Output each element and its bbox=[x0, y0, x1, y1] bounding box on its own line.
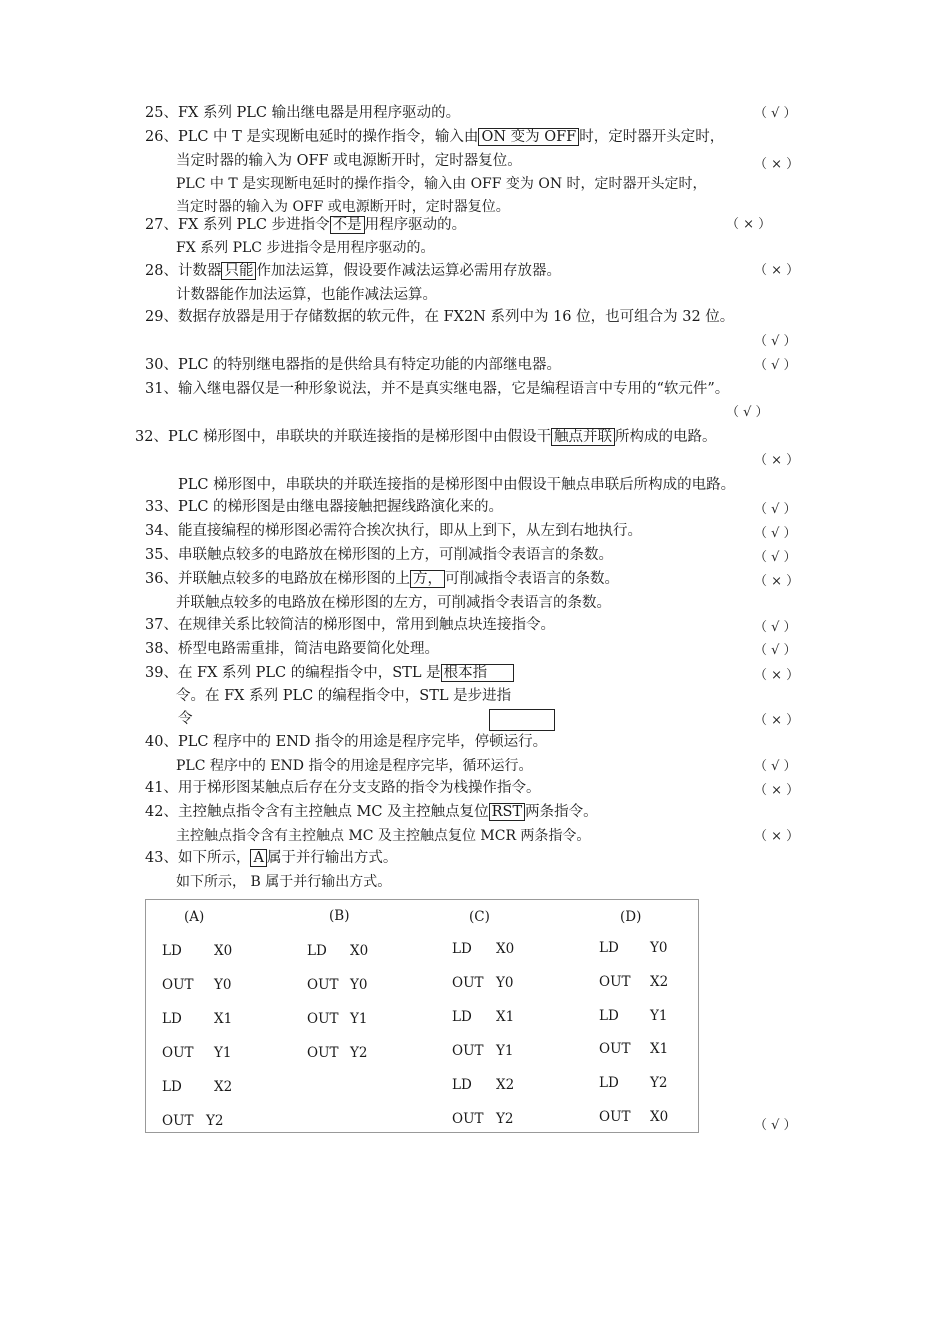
answer-mark-33: （ √ ） bbox=[754, 502, 797, 517]
code-op: LD bbox=[599, 1008, 619, 1024]
correction-26-line1: PLC 中 T 是实现断电延时的操作指令，输入由 OFF 变为 ON 时，定时器开头定时， bbox=[176, 176, 707, 192]
question-26-line2: 当定时器的输入为 OFF 或电源断开时，定时器复位。 bbox=[176, 153, 522, 169]
code-op: LD bbox=[452, 1077, 472, 1093]
answer-mark-27: （ × ） bbox=[726, 217, 772, 232]
column-header-b: (B) bbox=[329, 908, 350, 924]
question-43-boxed: A bbox=[250, 849, 266, 867]
code-operand: X1 bbox=[496, 1009, 515, 1025]
question-27-boxed: 不是 bbox=[330, 216, 365, 234]
code-op: LD bbox=[162, 1011, 182, 1027]
answer-mark-42: （ × ） bbox=[754, 829, 800, 844]
code-operand: Y1 bbox=[650, 1008, 668, 1024]
question-28-post: 作加法运算，假设要作减法运算必需用存放器。 bbox=[256, 263, 561, 279]
code-operand: Y2 bbox=[496, 1111, 514, 1127]
code-op: OUT bbox=[307, 977, 339, 993]
code-op: OUT bbox=[599, 1109, 631, 1125]
question-32-post: 所构成的电路。 bbox=[615, 429, 717, 445]
answer-mark-25: （ √ ） bbox=[754, 106, 797, 121]
code-operand: Y1 bbox=[214, 1045, 232, 1061]
question-36 bbox=[145, 570, 619, 588]
answer-mark-36: （ × ） bbox=[754, 574, 800, 589]
correction-26-line2: 当定时器的输入为 OFF 或电源断开时，定时器复位。 bbox=[176, 199, 510, 215]
question-36-post: 可削减指令表语言的条数。 bbox=[444, 571, 619, 587]
code-op: LD bbox=[599, 1075, 619, 1091]
answer-mark-28: （ × ） bbox=[754, 263, 800, 278]
code-operand: Y1 bbox=[350, 1011, 368, 1027]
answer-mark-30: （ √ ） bbox=[754, 358, 797, 373]
correction-27: FX 系列 PLC 步进指令是用程序驱动的。 bbox=[176, 240, 435, 256]
code-operand: X2 bbox=[496, 1077, 515, 1093]
code-operand: X0 bbox=[214, 943, 233, 959]
question-29: 29、数据存放器是用于存储数据的软元件，在 FX2N 系列中为 16 位，也可组合为 32 位。 bbox=[145, 309, 735, 325]
code-operand: X0 bbox=[350, 943, 369, 959]
code-op: LD bbox=[452, 1009, 472, 1025]
question-32-boxed: 触点并联 bbox=[551, 428, 615, 446]
question-31: 31、输入继电器仅是一种形象说法，并不是真实继电器，它是编程语言中专用的“软元件”。 bbox=[145, 381, 730, 397]
question-36-pre: 36、并联触点较多的电路放在梯形图的上 bbox=[145, 571, 410, 587]
answer-mark-26: （ × ） bbox=[754, 157, 800, 172]
answer-mark-38: （ √ ） bbox=[754, 643, 797, 658]
answer-mark-35: （ √ ） bbox=[754, 550, 797, 565]
code-operand: Y0 bbox=[350, 977, 368, 993]
code-op: OUT bbox=[162, 1045, 194, 1061]
code-operand: Y0 bbox=[496, 975, 514, 991]
question-42 bbox=[145, 803, 598, 821]
answer-mark-34: （ √ ） bbox=[754, 526, 797, 541]
code-operand: X2 bbox=[214, 1079, 233, 1095]
question-33: 33、PLC 的梯形图是由继电器接触把握线路演化来的。 bbox=[145, 499, 504, 515]
question-25: 25、FX 系列 PLC 输出继电器是用程序驱动的。 bbox=[145, 105, 461, 121]
question-39-pre: 39、在 FX 系列 PLC 的编程指令中，STL 是 bbox=[145, 665, 441, 681]
question-30: 30、PLC 的特别继电器指的是供给具有特定功能的内部继电器。 bbox=[145, 357, 562, 373]
question-28-boxed: 只能 bbox=[221, 262, 256, 280]
code-operand: X1 bbox=[650, 1041, 669, 1057]
answer-mark-37: （ √ ） bbox=[754, 620, 797, 635]
correction-42: 主控触点指令含有主控触点 MC 及主控触点复位 MCR 两条指令。 bbox=[176, 828, 591, 844]
code-op: OUT bbox=[452, 1043, 484, 1059]
code-operand: Y2 bbox=[350, 1045, 368, 1061]
code-op: OUT bbox=[452, 1111, 484, 1127]
answer-mark-41: （ × ） bbox=[754, 783, 800, 798]
code-operand: X1 bbox=[214, 1011, 233, 1027]
code-op: LD bbox=[307, 943, 327, 959]
code-op: LD bbox=[162, 1079, 182, 1095]
code-op: OUT bbox=[162, 977, 194, 993]
answer-mark-32: （ × ） bbox=[754, 453, 800, 468]
answer-mark-40: （ √ ） bbox=[754, 759, 797, 774]
question-39-line2: 令。在 FX 系列 PLC 的编程指令中，STL 是步进指 bbox=[176, 688, 512, 704]
question-26 bbox=[145, 128, 724, 146]
code-operand: X2 bbox=[650, 974, 669, 990]
code-operand: X0 bbox=[650, 1109, 669, 1125]
question-41: 41、用于梯形图某触点后存在分支支路的指令为栈操作指令。 bbox=[145, 780, 541, 796]
question-39-boxed: 根本指 bbox=[441, 664, 515, 682]
instruction-code-table bbox=[145, 899, 699, 1133]
question-37: 37、在规律关系比较简洁的梯形图中，常用到触点块连接指令。 bbox=[145, 617, 555, 633]
question-28-pre: 28、计数器 bbox=[145, 263, 222, 279]
question-27-post: 用程序驱动的。 bbox=[364, 217, 467, 233]
code-operand: Y1 bbox=[496, 1043, 514, 1059]
question-39 bbox=[145, 664, 514, 682]
empty-answer-box bbox=[489, 709, 555, 731]
column-header-a: (A) bbox=[184, 909, 205, 925]
code-op: OUT bbox=[599, 974, 631, 990]
answer-mark-31: （ √ ） bbox=[726, 405, 769, 420]
question-32 bbox=[135, 428, 717, 446]
code-operand: X0 bbox=[496, 941, 515, 957]
code-operand: Y2 bbox=[650, 1075, 668, 1091]
question-42-pre: 42、主控触点指令含有主控触点 MC 及主控触点复位 bbox=[145, 804, 489, 820]
question-36-boxed: 方， bbox=[410, 570, 445, 588]
question-26-boxed: ON 变为 OFF bbox=[478, 128, 579, 146]
question-42-boxed: RST bbox=[489, 803, 526, 821]
question-27 bbox=[145, 216, 466, 234]
question-32-pre: 32、PLC 梯形图中，串联块的并联连接指的是梯形图中由假设干 bbox=[135, 429, 552, 445]
correction-28: 计数器能作加法运算，也能作减法运算。 bbox=[176, 287, 437, 303]
correction-43: 如下所示， B 属于并行输出方式。 bbox=[176, 874, 392, 890]
code-op: OUT bbox=[307, 1011, 339, 1027]
question-26-pre: 26、PLC 中 T 是实现断电延时的操作指令，输入由 bbox=[145, 129, 479, 145]
answer-mark-39b: （ × ） bbox=[754, 713, 800, 728]
code-op: OUT bbox=[162, 1113, 194, 1129]
column-header-c: (C) bbox=[469, 909, 490, 925]
question-38: 38、桥型电路需重排，简洁电路要简化处理。 bbox=[145, 641, 439, 657]
column-header-d: (D) bbox=[620, 909, 642, 925]
question-43 bbox=[145, 849, 397, 867]
question-39-line3: 令 bbox=[178, 711, 193, 727]
question-40: 40、PLC 程序中的 END 指令的用途是程序完毕，停顿运行。 bbox=[145, 734, 548, 750]
question-35: 35、串联触点较多的电路放在梯形图的上方，可削减指令表语言的条数。 bbox=[145, 547, 613, 563]
code-op: OUT bbox=[599, 1041, 631, 1057]
question-28 bbox=[145, 262, 561, 280]
question-43-post: 属于并行输出方式。 bbox=[266, 850, 398, 866]
question-26-post: 时，定时器开头定时， bbox=[579, 129, 725, 145]
code-operand: Y0 bbox=[214, 977, 232, 993]
answer-mark-29: （ √ ） bbox=[754, 334, 797, 349]
code-op: OUT bbox=[452, 975, 484, 991]
code-op: LD bbox=[162, 943, 182, 959]
answer-mark-43: （ √ ） bbox=[754, 1118, 797, 1133]
question-27-pre: 27、FX 系列 PLC 步进指令 bbox=[145, 217, 330, 233]
question-43-pre: 43、如下所示， bbox=[145, 850, 251, 866]
code-operand: Y0 bbox=[650, 940, 668, 956]
code-op: LD bbox=[599, 940, 619, 956]
question-42-post: 两条指令。 bbox=[525, 804, 598, 820]
code-op: OUT bbox=[307, 1045, 339, 1061]
question-34: 34、能直接编程的梯形图必需符合挨次执行，即从上到下，从左到右地执行。 bbox=[145, 523, 642, 539]
answer-mark-39: （ × ） bbox=[754, 668, 800, 683]
correction-32: PLC 梯形图中，串联块的并联连接指的是梯形图中由假设干触点串联后所构成的电路。 bbox=[178, 477, 736, 493]
code-op: LD bbox=[452, 941, 472, 957]
code-operand: Y2 bbox=[206, 1113, 224, 1129]
correction-40: PLC 程序中的 END 指令的用途是程序完毕，循环运行。 bbox=[176, 758, 533, 774]
correction-36: 并联触点较多的电路放在梯形图的左方，可削减指令表语言的条数。 bbox=[176, 595, 611, 611]
